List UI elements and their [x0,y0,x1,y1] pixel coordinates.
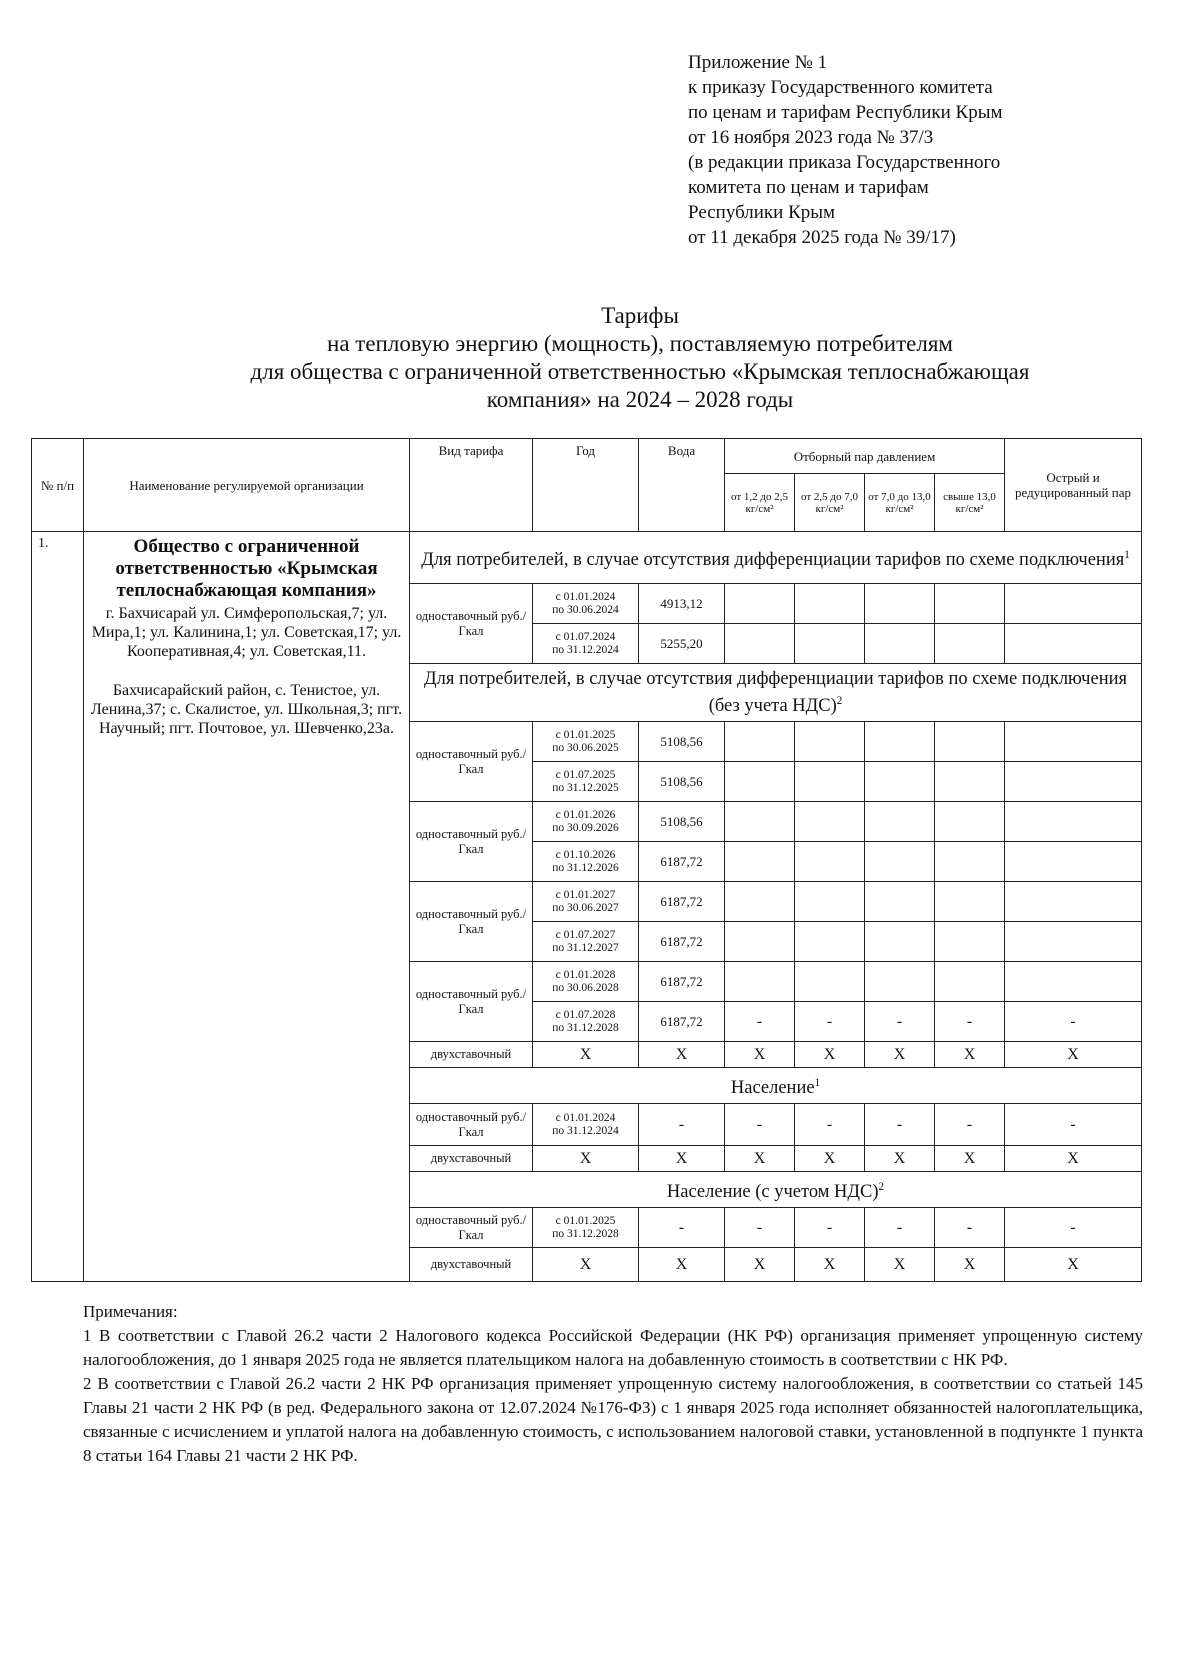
title-line: Тарифы [601,303,679,328]
x-cell: X [1005,1248,1142,1282]
dash-cell: - [1005,1104,1142,1146]
x-cell: X [935,1146,1005,1172]
period-cell: с 01.01.2024 по 30.06.2024 [533,584,639,624]
period-cell: с 01.07.2027 по 31.12.2027 [533,922,639,962]
section-title: Население$^1$ [410,1068,1142,1104]
x-cell: X [935,1248,1005,1282]
dash-cell: - [795,1208,865,1248]
appendix-block [688,50,1003,250]
header-pressure: от 7,0 до 13,0 кг/см² [865,474,935,532]
period-cell: с 01.07.2025 по 31.12.2025 [533,762,639,802]
period-cell: с 01.10.2026 по 31.12.2026 [533,842,639,882]
x-cell: X [639,1042,725,1068]
org-name: Общество с ограниченной ответственностью «Крымская теплоснабжающая компания» [115,536,378,601]
period-cell: с 01.01.2027 по 30.06.2027 [533,882,639,922]
dash-cell: - [795,1002,865,1042]
x-cell: X [795,1248,865,1282]
dash-cell: - [865,1208,935,1248]
water-value: 6187,72 [639,922,725,962]
header-pressure: свыше 13,0 кг/см² [935,474,1005,532]
water-value: 4913,12 [639,584,725,624]
dash-cell: - [639,1208,725,1248]
notes-block [83,1300,1143,1468]
header-pressure: от 2,5 до 7,0 кг/см² [795,474,865,532]
water-value: 5108,56 [639,802,725,842]
header-row [32,439,1142,474]
header-sharp: Острый и редуцированный пар [1005,439,1142,532]
section-row [32,532,1142,584]
dash-cell: - [725,1002,795,1042]
water-value: 6187,72 [639,962,725,1002]
dash-cell: - [935,1104,1005,1146]
section-title: Для потребителей, в случае отсутствия дифференциации тарифов по схеме подключения$^1$ [410,532,1142,584]
x-cell: X [1005,1042,1142,1068]
dash-cell: - [795,1104,865,1146]
org-address: Бахчисарайский район, с. Тенистое, ул. Ленина,37; с. Скалистое, ул. Школьная,3; пгт. Научный; пгт. Почтовое, ул. Шевченко,23а. [90,682,403,737]
document-title [120,302,1160,414]
note-1: 1 В соответствии с Главой 26.2 части 2 Налогового кодекса Российской Федерации (НК РФ) организация применяет упрощенную систему налогообложения, до 1 января 2025 года не является плательщиком налога на добавленную стоимость в соответствии с НК РФ. [83,1326,1143,1369]
note-2: 2 В соответствии с Главой 26.2 части 2 НК РФ организация применяет упрощенную систему налогообложения, в соответствии со статьей 145 Главы 21 части 2 НК РФ (в ред. Федерального закона от 12.07.2024 №176-ФЗ) с 1 января 2025 года исполняет обязанностей налогоплательщика, связанные с исчислением и уплатой налога на добавленную стоимость, с использованием налоговой ставки, установленной в подпункте 1 пункта 8 статьи 164 Главы 21 части 2 НК РФ. [83,1374,1143,1465]
x-cell: X [639,1146,725,1172]
water-value: 6187,72 [639,882,725,922]
header-year: Год [533,439,639,532]
water-value: 6187,72 [639,842,725,882]
dash-cell: - [865,1104,935,1146]
period-cell: с 01.01.2024 по 31.12.2024 [533,1104,639,1146]
header-org: Наименование регулируемой организации [84,439,410,532]
x-cell: X [795,1146,865,1172]
title-line: компания» на 2024 – 2028 годы [486,387,794,412]
header-kind: Вид тарифа [410,439,533,532]
notes-heading: Примечания: [83,1302,178,1321]
x-cell: X [533,1042,639,1068]
title-line: на тепловую энергию (мощность), поставляемую потребителям [327,331,953,356]
header-pressure: от 1,2 до 2,5 кг/см² [725,474,795,532]
tariff-kind: одноставочный руб./Гкал [410,1208,533,1248]
period-cell: с 01.07.2028 по 31.12.2028 [533,1002,639,1042]
period-cell: с 01.01.2026 по 30.09.2026 [533,802,639,842]
water-value: 5255,20 [639,624,725,664]
x-cell: X [533,1146,639,1172]
x-cell: X [725,1042,795,1068]
section-title: Для потребителей, в случае отсутствия дифференциации тарифов по схеме подключения (без учета НДС)$^2$ [410,664,1142,722]
tariff-kind: двухставочный [410,1248,533,1282]
appendix-line: к приказу Государственного комитета [688,77,993,98]
dash-cell: - [725,1208,795,1248]
tariff-kind: одноставочный руб./Гкал [410,584,533,664]
title-line: для общества с ограниченной ответственностью «Крымская теплоснабжающая [250,359,1030,384]
dash-cell: - [1005,1002,1142,1042]
appendix-line: (в редакции приказа Государственного [688,152,1001,173]
appendix-line: от 11 декабря 2025 года № 39/17) [688,227,956,248]
tariff-kind: одноставочный руб./Гкал [410,962,533,1042]
tariff-kind: двухставочный [410,1146,533,1172]
period-cell: с 01.01.2028 по 30.06.2028 [533,962,639,1002]
appendix-line: Приложение № 1 [688,52,828,73]
org-address: г. Бахчисарай ул. Симферопольская,7; ул. Мира,1; ул. Калинина,1; ул. Советская,17; ул. Кооперативная,4; ул. Советская,11. [91,605,402,660]
tariff-kind: одноставочный руб./Гкал [410,722,533,802]
dash-cell: - [935,1002,1005,1042]
dash-cell: - [1005,1208,1142,1248]
section-title: Население (с учетом НДС)$^2$ [410,1172,1142,1208]
period-cell: с 01.07.2024 по 31.12.2024 [533,624,639,664]
appendix-line: от 16 ноября 2023 года № 37/3 [688,127,934,148]
x-cell: X [725,1248,795,1282]
header-num: № п/п [32,439,84,532]
header-water: Вода [639,439,725,532]
x-cell: X [935,1042,1005,1068]
dash-cell: - [935,1208,1005,1248]
appendix-line: комитета по ценам и тарифам [688,177,929,198]
x-cell: X [865,1146,935,1172]
tariff-kind: одноставочный руб./Гкал [410,802,533,882]
dash-cell: - [725,1104,795,1146]
x-cell: X [725,1146,795,1172]
tariff-kind: одноставочный руб./Гкал [410,882,533,962]
x-cell: X [639,1248,725,1282]
water-value: 6187,72 [639,1002,725,1042]
x-cell: X [795,1042,865,1068]
tariff-table [31,438,1142,1282]
period-cell: с 01.01.2025 по 30.06.2025 [533,722,639,762]
header-steam: Отборный пар давлением [725,439,1005,474]
row-number: 1. [32,532,84,1282]
dash-cell: - [865,1002,935,1042]
x-cell: X [865,1248,935,1282]
water-value: 5108,56 [639,722,725,762]
appendix-line: Республики Крым [688,202,836,223]
dash-cell: - [639,1104,725,1146]
tariff-kind: одноставочный руб./Гкал [410,1104,533,1146]
tariff-kind: двухставочный [410,1042,533,1068]
water-value: 5108,56 [639,762,725,802]
x-cell: X [865,1042,935,1068]
period-cell: с 01.01.2025 по 31.12.2028 [533,1208,639,1248]
appendix-line: по ценам и тарифам Республики Крым [688,102,1003,123]
x-cell: X [533,1248,639,1282]
x-cell: X [1005,1146,1142,1172]
organization-cell [84,532,410,1282]
